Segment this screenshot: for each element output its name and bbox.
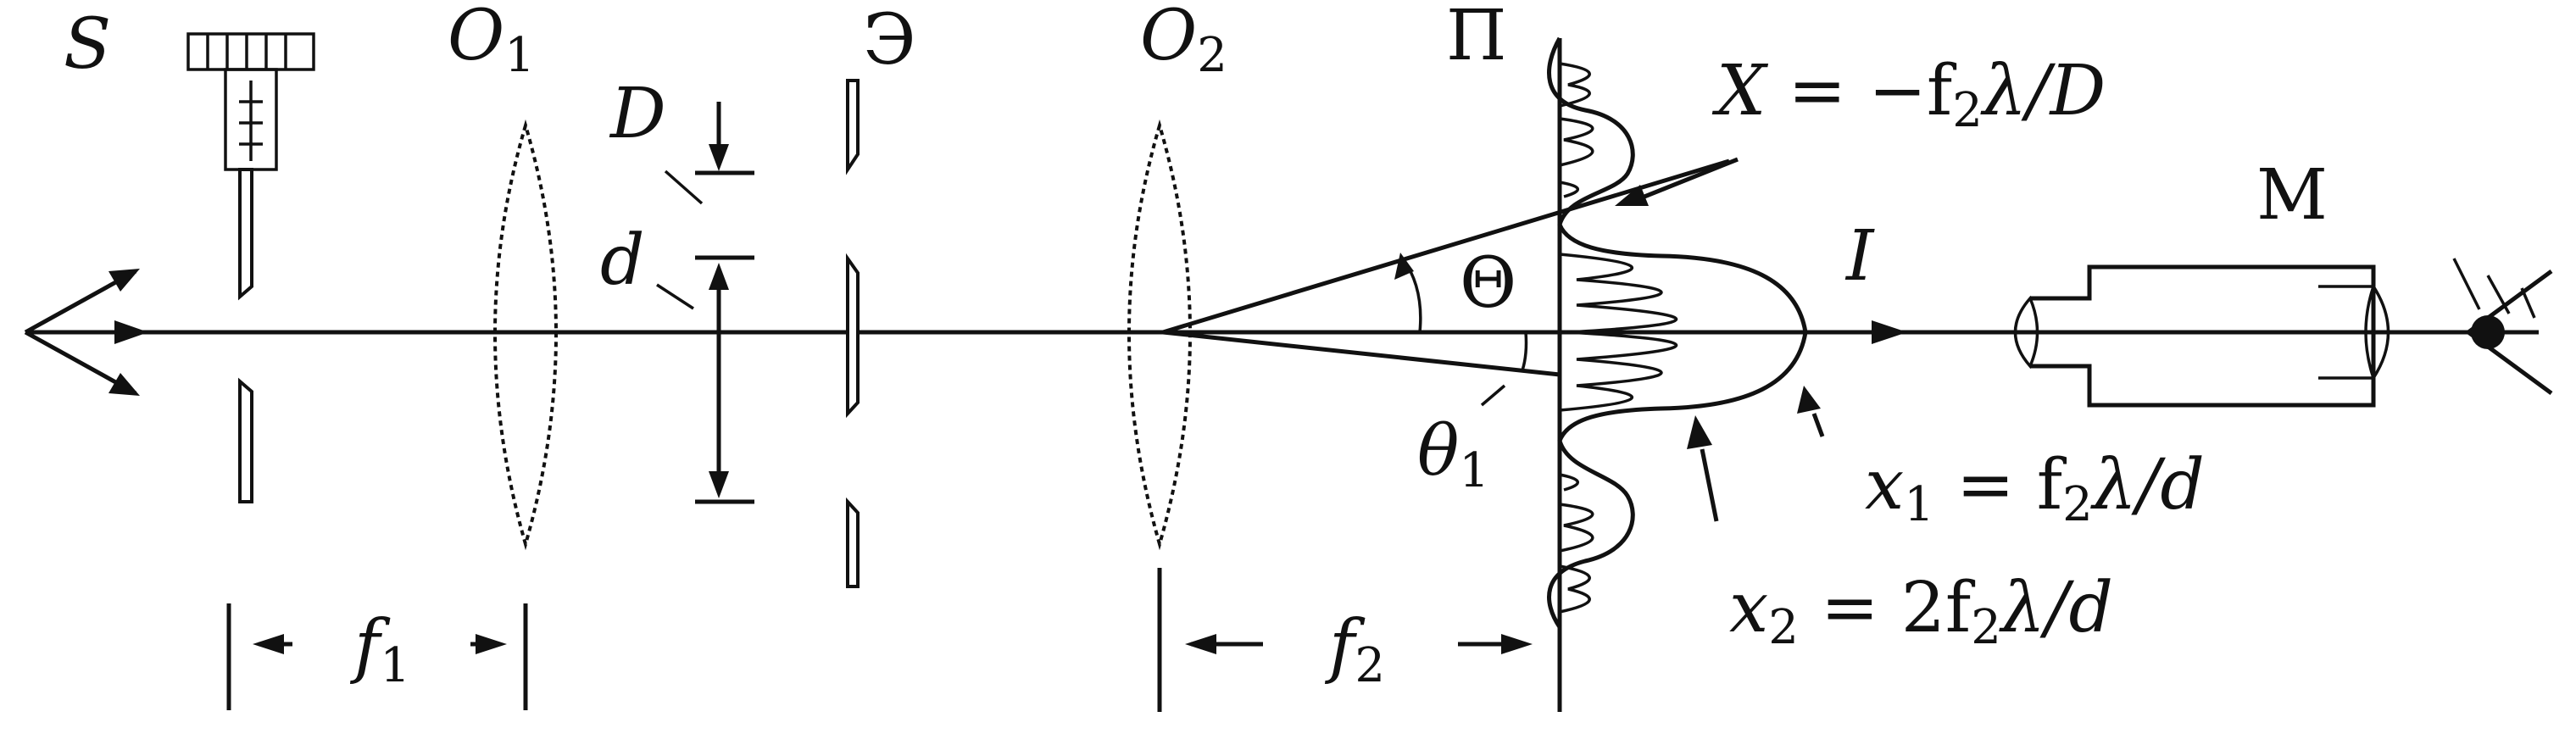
focal-plane-label: П xyxy=(1446,0,1507,76)
theta1-label: θ1 xyxy=(1417,411,1490,498)
eye-icon xyxy=(2454,258,2551,393)
lens-o1-label: O1 xyxy=(448,0,535,83)
focal1-label: f1 xyxy=(354,606,410,693)
lens-o2-label: O2 xyxy=(1140,0,1227,83)
slit-separation-label: D xyxy=(610,74,666,154)
x-pointer-line xyxy=(1644,159,1738,197)
slit-width-label: d xyxy=(600,220,645,301)
theta-label: Θ xyxy=(1460,243,1517,324)
screen-e-plates xyxy=(848,81,858,586)
axis-arrow-source xyxy=(114,320,148,344)
formula-x1: x1 = f2λ/d xyxy=(1865,445,2205,532)
slit-screw-assembly xyxy=(188,34,314,502)
microscope-label: М xyxy=(2256,155,2328,236)
theta1-angle-arc xyxy=(1522,332,1527,370)
x2-pointer-arrow xyxy=(1687,415,1712,449)
microscope xyxy=(2016,267,2389,405)
intensity-label: I xyxy=(1846,216,1874,297)
x1-pointer-arrow xyxy=(1797,386,1821,414)
screen-e-label: Э xyxy=(863,0,916,81)
formula-x: X = −f2λ/D xyxy=(1716,51,2106,138)
theta1-pointer xyxy=(1482,386,1505,405)
slit-dimension-marks xyxy=(657,102,754,502)
lens-o1 xyxy=(495,125,556,544)
source-label: S xyxy=(64,4,112,85)
x2-pointer-line xyxy=(1702,449,1716,521)
focal2-label: f2 xyxy=(1329,606,1385,693)
axis-arrow-intensity xyxy=(1872,320,1907,344)
rays-from-lens-o2 xyxy=(1163,161,1729,375)
x1-pointer-line xyxy=(1814,414,1822,436)
formula-x2: x2 = 2f2λ/d xyxy=(1729,568,2113,655)
